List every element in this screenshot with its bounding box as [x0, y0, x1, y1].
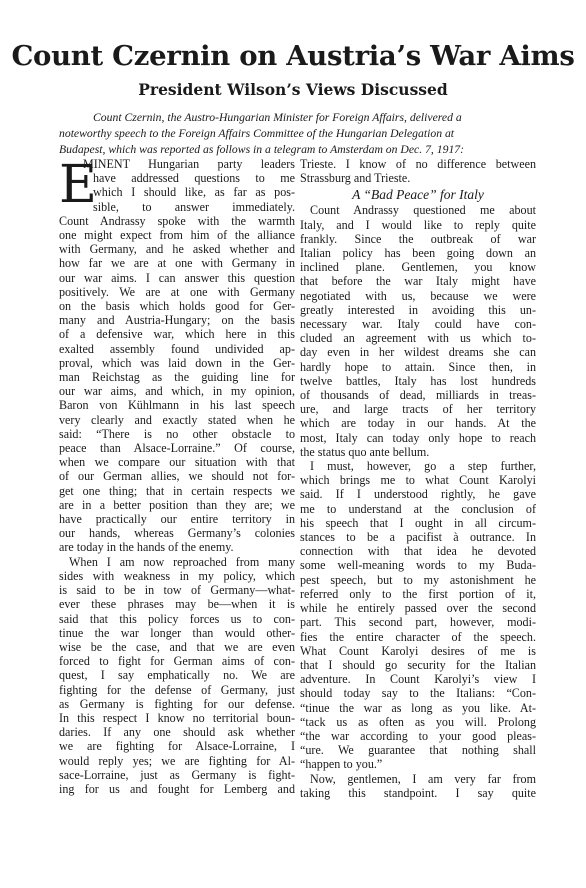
text-line: referred only to the first portion of it,	[300, 586, 536, 601]
text-line: fighting for the defense of Germany, just	[59, 682, 295, 697]
text-line: which I should like, as far as pos-	[93, 185, 295, 200]
text-line: sides with weakness in my policy, which	[59, 568, 295, 583]
text-line: of a defensive war, which here in this	[59, 327, 295, 342]
text-line: one might expect from him of the alliance	[59, 228, 295, 243]
text-line: pest speech, but to my astonishment he	[300, 572, 536, 587]
text-line: twelve battles, Italy has lost hundreds	[300, 373, 536, 388]
text-line: with Germany, and he asked whether and	[59, 242, 295, 257]
text-line: “happen to you.”	[300, 757, 383, 772]
text-line: ing for us and fought for Lemberg and	[59, 781, 295, 796]
text-line: “tinue the war as long as you like. At-	[300, 700, 536, 715]
text-line: tinue the war longer than would other-	[59, 625, 295, 640]
text-line: his speech that I ought in all circum-	[300, 515, 536, 530]
text-line: MINENT Hungarian party leaders	[83, 157, 295, 171]
text-line: I must, however, go a step further,	[310, 459, 536, 474]
text-line: adventure. In Count Karolyi’s view I	[300, 672, 536, 687]
text-line: that before the war Italy might have	[300, 274, 536, 289]
text-line: peace than Alsace-Lorraine.” Of course,	[59, 441, 295, 456]
text-line: Trieste. I know of no difference between	[300, 157, 536, 171]
text-line: Strassburg and Trieste.	[300, 171, 411, 186]
text-line: we are fighting for Alsace-Lorraine, I	[59, 739, 295, 754]
text-line: proval, which was laid down in the Ger-	[59, 355, 295, 370]
text-line: “the war according to your good pleas-	[300, 728, 536, 743]
text-line: how far we are at one with Germany in	[59, 256, 295, 271]
text-line: Count Andrassy questioned me about	[310, 203, 536, 218]
text-line: taking this standpoint. I say quite	[300, 785, 536, 800]
text-line: Baron von Kühlmann in his last speech	[59, 398, 295, 413]
text-line: ure, and large tracts of her territory	[300, 402, 536, 417]
text-line: In this respect I know no territorial boun-	[59, 710, 295, 725]
article-intro	[59, 110, 533, 158]
text-line: When I am now reproached from many	[69, 554, 295, 569]
left-column	[59, 157, 295, 796]
text-line: “tack us as often as you will. Prolong	[300, 714, 536, 729]
text-line: most, Italy can today only hope to reach	[300, 430, 536, 445]
text-line: negotiated with us, because we were	[300, 288, 536, 303]
text-line: wise be the case, and that we are even	[59, 639, 295, 654]
text-line: connection with that idea he devoted	[300, 544, 536, 559]
text-line: stances to be a pacifist à outrance. In	[300, 530, 536, 545]
text-line: What Count Karolyi desires of me is	[300, 643, 536, 658]
intro-line: Count Czernin, the Austro-Hungarian Minister for Foreign Affairs, delivered a	[93, 111, 462, 124]
text-line: are today in the hands of the enemy.	[59, 540, 234, 555]
text-line: would reply yes; we are fighting for Al-	[59, 753, 295, 768]
text-line: of our German allies, we should not for-	[59, 469, 295, 484]
text-line: fies the entire character of the speech.	[300, 629, 536, 644]
text-line: the status quo ante bellum.	[300, 444, 430, 459]
text-line: exalted assembly found undivided ap-	[59, 341, 295, 356]
text-line: sace-Lorraine, just as Germany is fight-	[59, 767, 295, 782]
text-line: cluded an agreement with us which to-	[300, 331, 536, 346]
text-line: should today say to the Italians: “Con-	[300, 686, 536, 701]
text-line: said that this policy forces us to con-	[59, 611, 295, 626]
text-line: while he entirely passed over the second	[300, 601, 536, 616]
text-line: sible, to answer immediately.	[93, 199, 295, 214]
text-line: of thousands of dead, milliards in treas-	[300, 388, 536, 403]
text-line: hardly hope to attain. Since then, in	[300, 359, 536, 374]
text-line: positively. We are at one with Germany	[59, 284, 295, 299]
text-line: forced to fight for German aims of con-	[59, 654, 295, 669]
text-line: necessary war. Italy could have con-	[300, 317, 536, 332]
text-line: quest, I say emphatically no. We are	[59, 668, 295, 683]
article-subtitle: President Wilson’s Views Discussed	[138, 80, 448, 99]
intro-line: noteworthy speech to the Foreign Affairs Committee of the Hungarian Delegation at	[59, 127, 455, 140]
text-line: our war aims. I can answer this question	[59, 270, 295, 285]
text-line: some well-meaning words to my Buda-	[300, 558, 536, 573]
text-line: have addressed questions to me	[93, 171, 295, 186]
text-line: are in a better position than they are; we	[59, 497, 295, 512]
article-title: Count Czernin on Austria’s War Aims	[11, 40, 575, 72]
text-line: as Germany is fighting for our defense.	[59, 696, 295, 711]
text-line: is said to be in tow of Germany—what-	[59, 583, 295, 598]
text-line: our hands, whereas Germany’s colonies	[59, 526, 295, 541]
text-line: Italian policy has been going down an	[300, 246, 536, 261]
text-line: Italy, and I would like to reply quite	[300, 217, 536, 232]
text-line: part. This second part, however, modi-	[300, 615, 536, 630]
text-line: which brings me to what Count Karolyi	[300, 473, 536, 488]
text-line: daries. If any one should ask whether	[59, 725, 295, 740]
drop-cap: E	[59, 155, 97, 215]
text-line: ever these phrases may be—when it is	[59, 597, 295, 612]
text-line: said. If I understood rightly, he gave	[300, 487, 536, 502]
text-line: “ure. We guarantee that nothing shall	[300, 743, 536, 758]
text-line: Now, gentlemen, I am very far from	[310, 771, 536, 786]
text-line: many and Austria-Hungary; on the basis	[59, 313, 295, 328]
section-heading: A “Bad Peace” for Italy	[352, 187, 484, 203]
text-line: man Reichstag as the guiding line for	[59, 370, 295, 385]
text-line: that I should go security for the Italian	[300, 657, 536, 672]
intro-line: Budapest, which was reported as follows in a telegram to Amsterdam on Dec. 7, 1917:	[59, 143, 465, 156]
text-line: greatly interested in avoiding this un-	[300, 302, 536, 317]
text-line: have practically our entire territory in	[59, 512, 295, 527]
text-line: very clearly and exactly stated when he	[59, 412, 295, 427]
text-line: which are today in our hands. At the	[300, 416, 536, 431]
text-line: inclined plane. Gentlemen, you know	[300, 260, 536, 275]
text-line: get one thing; that in certain respects we	[59, 483, 295, 498]
text-line: day even in her wildest dreams she can	[300, 345, 536, 360]
text-line: me to understand at the conclusion of	[300, 501, 536, 516]
text-line: Count Andrassy spoke with the warmth	[59, 213, 295, 228]
text-line: on the basis which holds good for Ger-	[59, 299, 295, 314]
text-line: our war aims, and which, in my opinion,	[59, 384, 295, 399]
text-line: when we compare our situation with that	[59, 455, 295, 470]
text-line: said: “There is no other obstacle to	[59, 426, 295, 441]
text-line: frankly. Since the outbreak of war	[300, 231, 536, 246]
right-column	[300, 157, 536, 800]
